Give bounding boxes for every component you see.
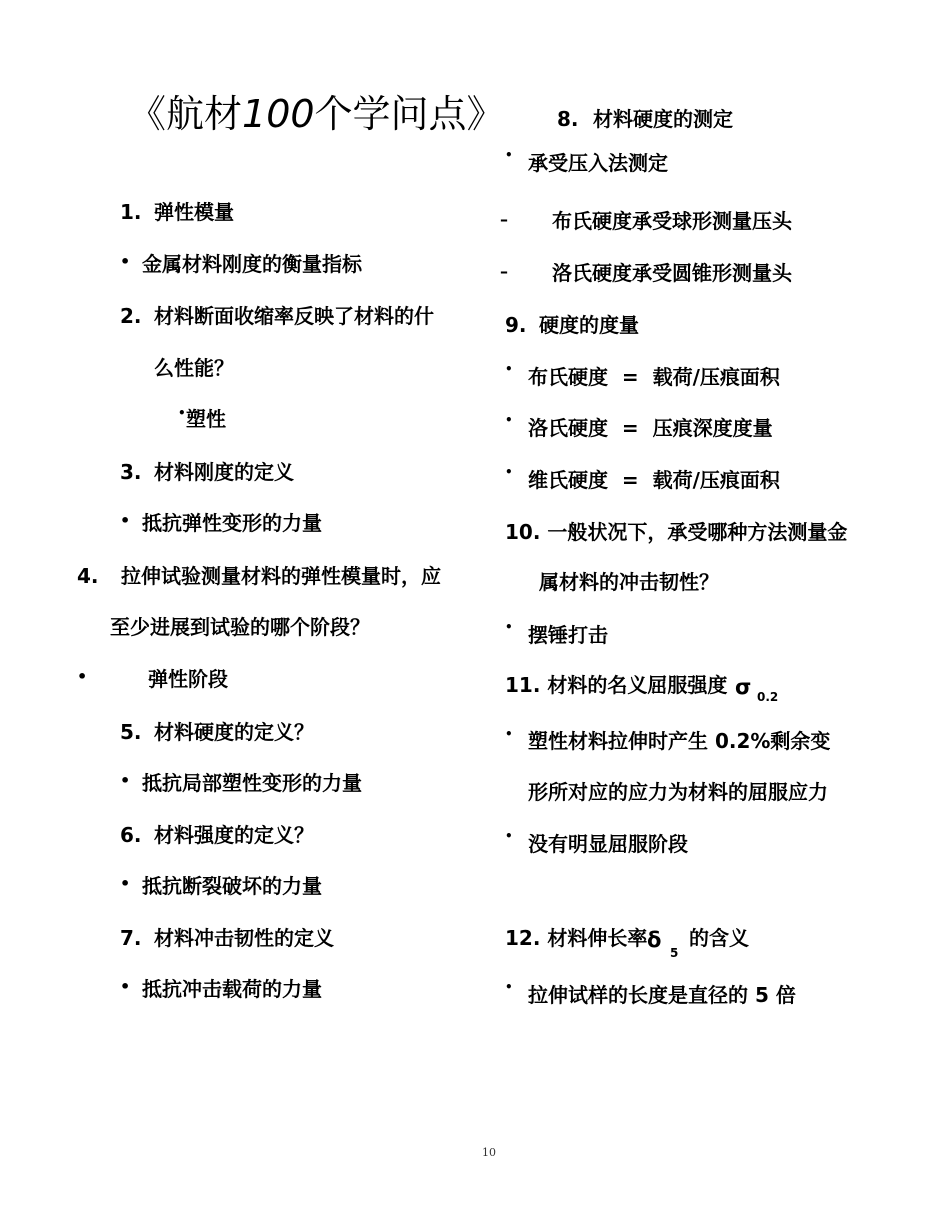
bullet-icon: • (505, 980, 513, 994)
bullet-icon: • (120, 252, 131, 271)
item-9-answer-3: 维氏硬度 = 载荷/压痕面积 (528, 468, 780, 492)
delta-subscript: 5 (670, 946, 679, 960)
sigma-subscript: 0.2 (757, 690, 779, 704)
item-8-num: 8. (557, 107, 579, 131)
item-5-num: 5. (120, 720, 142, 744)
item-3-answer: 抵抗弹性变形的力量 (142, 511, 322, 535)
item-12-heading: 12. 材料伸长率 (505, 926, 648, 950)
title-number: 100 (242, 92, 315, 136)
item-1-num: 1. (120, 200, 142, 224)
item-7-answer: 抵抗冲击载荷的力量 (142, 977, 322, 1001)
item-4-heading: 拉伸试验测量材料的弹性模量时，应 (121, 564, 441, 588)
item-2-num: 2. (120, 304, 142, 328)
item-9-num: 9. (505, 313, 527, 337)
bullet-icon: • (120, 977, 131, 996)
dash-icon: – (500, 210, 508, 229)
item-8-sub-1: 布氏硬度承受球形测量压头 (552, 209, 792, 233)
item-4-answer: 弹性阶段 (148, 667, 228, 691)
item-9-answer-1: 布氏硬度 = 载荷/压痕面积 (528, 365, 780, 389)
item-4-heading-cont: 至少进展到试验的哪个阶段？ (110, 615, 370, 639)
item-8-sub-2: 洛氏硬度承受圆锥形测量头 (552, 261, 792, 285)
item-11-answer-1-cont: 形所对应的应力为材料的屈服应力 (528, 780, 828, 804)
item-6-num: 6. (120, 823, 142, 847)
item-10-answer: 摆锤打击 (528, 623, 608, 647)
item-7-heading: 材料冲击韧性的定义 (154, 926, 334, 950)
item-6-answer: 抵抗断裂破坏的力量 (142, 874, 322, 898)
item-1-answer: 金属材料刚度的衡量指标 (142, 252, 362, 276)
item-9-answer-2: 洛氏硬度 = 压痕深度度量 (528, 416, 773, 440)
title-suffix: 个学问点》 (314, 92, 505, 136)
bullet-icon: • (120, 511, 131, 530)
item-11-answer-1: 塑性材料拉伸时产生 0.2%剩余变 (528, 729, 831, 753)
bullet-icon: • (505, 465, 513, 479)
bullet-icon: • (505, 620, 513, 634)
item-8-heading: 材料硬度的测定 (593, 107, 733, 131)
bullet-icon: • (120, 874, 131, 893)
item-8-answer: 承受压入法测定 (528, 151, 668, 175)
bullet-icon: • (505, 727, 513, 741)
item-5-heading: 材料硬度的定义？ (154, 720, 314, 744)
item-12-answer: 拉伸试样的长度是直径的 5 倍 (528, 983, 796, 1007)
sigma-symbol: σ (735, 675, 752, 699)
item-6-heading: 材料强度的定义？ (154, 823, 314, 847)
item-9-heading: 硬度的度量 (539, 313, 639, 337)
item-12-heading-suffix: 的含义 (689, 926, 749, 950)
item-10-heading: 10. 一般状况下，承受哪种方法测量金 (505, 520, 848, 544)
title-prefix: 《航材 (128, 92, 243, 136)
bullet-icon: • (120, 771, 131, 790)
item-11-heading: 11. 材料的名义屈服强度 (505, 673, 728, 697)
bullet-icon: • (505, 829, 513, 843)
item-2-heading: 材料断面收缩率反映了材料的什 (154, 304, 434, 328)
item-5-answer: 抵抗局部塑性变形的力量 (142, 771, 362, 795)
item-1-heading: 弹性模量 (154, 200, 234, 224)
item-4-num: 4. (77, 564, 99, 588)
page-number: 10 (482, 1146, 496, 1159)
page-title (128, 91, 505, 137)
item-7-num: 7. (120, 926, 142, 950)
bullet-icon: • (505, 148, 513, 162)
item-2-answer: 塑性 (186, 407, 226, 431)
dash-icon: – (500, 262, 508, 281)
bullet-icon: • (505, 413, 513, 427)
item-11-answer-2: 没有明显屈服阶段 (528, 832, 688, 856)
bullet-icon: • (77, 667, 88, 686)
item-2-heading-cont: 么性能？ (154, 356, 234, 380)
item-10-heading-cont: 属材料的冲击韧性？ (539, 570, 719, 594)
item-3-heading: 材料刚度的定义 (154, 460, 294, 484)
bullet-icon: • (178, 406, 186, 420)
bullet-icon: • (505, 362, 513, 376)
item-3-num: 3. (120, 460, 142, 484)
delta-symbol: δ (647, 928, 662, 952)
